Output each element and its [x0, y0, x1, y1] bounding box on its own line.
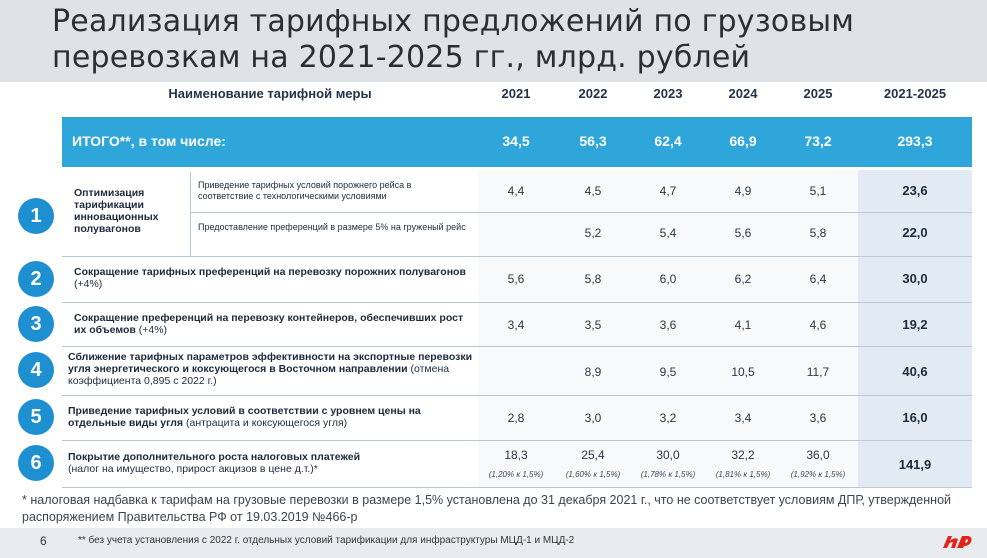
total-cell: 40,6: [902, 364, 928, 379]
footnote: * налоговая надбавка к тарифам на грузовые перевозки в размере 1,5% установлена до 31 декабря 2021 г., что не соответствует условиям ДПР, утвержденной распоряжением Правительства РФ от 19.03.2019 №466-р: [22, 493, 951, 524]
value-cell: 18,3: [504, 448, 528, 462]
header-year-total: 2021-2025: [883, 86, 947, 101]
value-note: (1,81% к 1,5%): [715, 470, 771, 479]
value-cell: 5,8: [809, 226, 827, 240]
row-divider: [62, 346, 972, 347]
value-cell: 4,5: [584, 184, 602, 198]
total-value: 56,3: [579, 133, 607, 149]
measure-title-note: (+4%): [74, 278, 103, 290]
measure-title-note: (отмена коэффициента 0,895 с 2022 г.): [68, 363, 450, 387]
total-value: 293,3: [897, 133, 933, 149]
header-year-2021: 2021: [501, 86, 531, 101]
measure-subtitle: Предоставление преференций в размере 5% на груженый рейс: [198, 222, 466, 232]
header-year-2022: 2022: [578, 86, 608, 101]
value-note: (1,20% к 1,5%): [488, 470, 544, 479]
total-cell: 16,0: [902, 410, 928, 425]
measure-title: [74, 266, 474, 290]
row-divider: [62, 256, 972, 257]
row-number-badge: 3: [18, 306, 54, 342]
value-cell: 6,0: [659, 272, 677, 286]
column-divider: [190, 172, 191, 256]
value-cell: 25,4: [581, 448, 605, 462]
row-divider: [62, 395, 972, 396]
value-cell: 32,2: [731, 448, 755, 462]
measure-title-bold: Покрытие дополнительного роста налоговых платежей: [68, 451, 361, 463]
total-value: 73,2: [804, 133, 832, 149]
measure-title: [68, 405, 478, 429]
row-divider: [62, 440, 972, 441]
value-cell: 9,5: [659, 365, 677, 379]
total-cell: 30,0: [902, 271, 928, 286]
total-value: 62,4: [654, 133, 682, 149]
value-cell: 10,5: [731, 365, 755, 379]
measure-title: [68, 451, 478, 475]
header-year-2023: 2023: [653, 86, 683, 101]
total-value: 34,5: [502, 133, 530, 149]
value-cell: 8,9: [584, 365, 602, 379]
row-divider: [190, 212, 972, 213]
value-cell: 5,2: [584, 226, 602, 240]
bottom-note: ** без учета установления с 2022 г. отдельных условий тарификации для инфраструктуры МЦД-1 и МЦД-2: [78, 535, 575, 546]
value-note: (1,92% к 1,5%): [790, 470, 846, 479]
total-label: ИТОГО**, в том числе:: [72, 133, 226, 149]
value-cell: 3,0: [584, 411, 602, 425]
total-cell: 22,0: [902, 225, 928, 240]
measure-title-bold: Приведение тарифных условий в соответствии с уровнем цены на отдельные виды угля: [68, 405, 421, 429]
value-cell: 5,1: [809, 184, 827, 198]
total-cell: 19,2: [902, 317, 928, 332]
header-name: Наименование тарифной меры: [168, 86, 372, 101]
measure-title: [74, 312, 474, 336]
value-cell: 30,0: [656, 448, 680, 462]
total-cell: 141,9: [898, 457, 932, 472]
value-cell: 4,6: [809, 318, 827, 332]
measure-title-bold: Сближение тарифных параметров эффективности на экспортные перевозки угля энергетического и коксующегося в Восточном направлении: [68, 351, 473, 375]
measure-title-bold: Сокращение преференций на перевозку контейнеров, обеспечивших рост их объемов: [74, 312, 464, 336]
value-cell: 5,6: [507, 272, 525, 286]
measure-subtitle: Приведение тарифных условий порожнего рейса в соответствие с технологическими условиями: [198, 180, 412, 201]
value-cell: 4,4: [507, 184, 525, 198]
rzd-logo-icon: [940, 531, 974, 553]
value-cell: 2,8: [507, 411, 525, 425]
header-year-2024: 2024: [728, 86, 758, 101]
value-cell: 6,2: [734, 272, 752, 286]
measure-title-bold: Сокращение тарифных преференций на перевозку порожних полувагонов: [74, 266, 466, 278]
measure-title: [68, 351, 478, 387]
value-cell: 36,0: [806, 448, 830, 462]
value-cell: 3,6: [809, 411, 827, 425]
value-cell: 3,4: [734, 411, 752, 425]
value-cell: 11,7: [806, 365, 830, 379]
measure-title-note: (налог на имущество, прирост акцизов в цене д.т.)*: [68, 463, 318, 475]
row-number-badge: 1: [18, 198, 54, 234]
value-note: (1,60% к 1,5%): [565, 470, 621, 479]
value-note: (1,78% к 1,5%): [640, 470, 696, 479]
value-cell: 3,5: [584, 318, 602, 332]
row-number-badge: 4: [18, 352, 54, 388]
value-cell: 5,8: [584, 272, 602, 286]
value-cell: 5,6: [734, 226, 752, 240]
total-value: 66,9: [729, 133, 757, 149]
measure-title-note: (+4%): [135, 324, 168, 336]
total-cell: 23,6: [902, 183, 928, 198]
value-cell: 4,1: [734, 318, 752, 332]
value-cell: 3,6: [659, 318, 677, 332]
total-row: [62, 117, 972, 167]
value-cell: 4,7: [659, 184, 677, 198]
measure-title: Оптимизация тарификации инновационных полувагонов: [74, 187, 159, 235]
header-year-2025: 2025: [803, 86, 833, 101]
measure-title-note: (антрацита и коксующегося угля): [183, 417, 348, 429]
value-cell: 5,4: [659, 226, 677, 240]
row-divider: [62, 487, 972, 488]
slide-title: Реализация тарифных предложений по грузовым перевозкам на 2021-2025 гг., млрд. рублей: [52, 4, 855, 75]
page-number: 6: [40, 534, 47, 548]
row-number-badge: 2: [18, 261, 54, 297]
row-number-badge: 6: [18, 445, 54, 481]
value-cell: 3,2: [659, 411, 677, 425]
value-cell: 6,4: [809, 272, 827, 286]
row-number-badge: 5: [18, 399, 54, 435]
value-cell: 3,4: [507, 318, 525, 332]
row-divider: [62, 302, 972, 303]
value-cell: 4,9: [734, 184, 752, 198]
